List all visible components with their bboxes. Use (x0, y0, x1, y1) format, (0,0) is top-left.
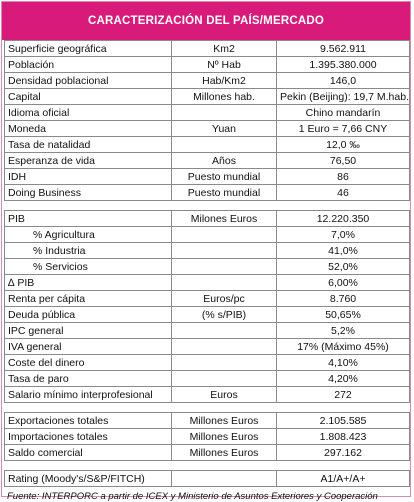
row-label: Deuda pública (5, 307, 172, 323)
row-value: 1.808.423 (277, 429, 410, 445)
row-value: Pekin (Beijing): 19,7 M.hab. (277, 89, 410, 105)
table-row (5, 445, 410, 461)
row-value: A1/A+/A+ (277, 471, 410, 487)
group-separator (5, 461, 410, 471)
row-value: 9.562.911 (277, 41, 410, 57)
row-unit (172, 227, 277, 243)
row-unit: Millones Euros (172, 445, 277, 461)
row-label: % Industria (5, 243, 172, 259)
row-unit (172, 137, 277, 153)
source-note: Fuente: INTERPORC a partir de ICEX y Ministerio de Asuntos Exteriores y Cooperación (7, 491, 378, 502)
row-unit: Euros (172, 387, 277, 403)
row-label: Importaciones totales (5, 429, 172, 445)
row-value: Chino mandarín (277, 105, 410, 121)
row-value: 4,20% (277, 371, 410, 387)
group-separator (5, 403, 410, 413)
table-row (5, 41, 410, 57)
row-unit (172, 339, 277, 355)
table-row (5, 291, 410, 307)
row-unit (172, 371, 277, 387)
row-label: Idioma oficial (5, 105, 172, 121)
row-unit: Yuan (172, 121, 277, 137)
row-value: 4,10% (277, 355, 410, 371)
table-row (5, 89, 410, 105)
row-unit: Millones hab. (172, 89, 277, 105)
row-unit: Puesto mundial (172, 169, 277, 185)
row-value: 272 (277, 387, 410, 403)
row-unit: (% s/PIB) (172, 307, 277, 323)
row-unit (172, 259, 277, 275)
row-label: ∆ PIB (5, 275, 172, 291)
table-row (5, 259, 410, 275)
row-label: Salario mínimo interprofesional (5, 387, 172, 403)
table-row (5, 471, 410, 487)
row-label: Capital (5, 89, 172, 105)
row-unit: Puesto mundial (172, 185, 277, 201)
table-row (5, 355, 410, 371)
row-value: 76,50 (277, 153, 410, 169)
row-value: 12,0 ‰ (277, 137, 410, 153)
row-label: PIB (5, 211, 172, 227)
data-table (4, 40, 410, 487)
table-row (5, 275, 410, 291)
table-row (5, 185, 410, 201)
row-label: Doing Business (5, 185, 172, 201)
row-label: IPC general (5, 323, 172, 339)
row-value: 6,00% (277, 275, 410, 291)
table-row (5, 121, 410, 137)
row-unit (172, 323, 277, 339)
row-unit (172, 471, 277, 487)
row-value: 8.760 (277, 291, 410, 307)
group-separator (5, 201, 410, 211)
row-label: Esperanza de vida (5, 153, 172, 169)
row-value: 146,0 (277, 73, 410, 89)
row-value: 1 Euro = 7,66 CNY (277, 121, 410, 137)
row-label: Tasa de paro (5, 371, 172, 387)
table-row (5, 153, 410, 169)
row-unit (172, 105, 277, 121)
table-row (5, 243, 410, 259)
row-unit: Euros/pc (172, 291, 277, 307)
table-row (5, 169, 410, 185)
row-unit: Nº Hab (172, 57, 277, 73)
row-unit: Millones Euros (172, 413, 277, 429)
row-unit: Millones Euros (172, 429, 277, 445)
row-value: 17% (Máximo 45%) (277, 339, 410, 355)
row-unit: Años (172, 153, 277, 169)
table-row (5, 73, 410, 89)
row-label: IDH (5, 169, 172, 185)
table-row (5, 387, 410, 403)
table-row (5, 323, 410, 339)
row-value: 41,0% (277, 243, 410, 259)
row-value: 12.220.350 (277, 211, 410, 227)
row-label: Saldo comercial (5, 445, 172, 461)
row-unit (172, 275, 277, 291)
row-value: 5,2% (277, 323, 410, 339)
row-label: Tasa de natalidad (5, 137, 172, 153)
table-row (5, 413, 410, 429)
row-label: Rating (Moody's/S&P/FITCH) (5, 471, 172, 487)
row-label: Coste del dinero (5, 355, 172, 371)
row-label: Moneda (5, 121, 172, 137)
row-value: 2.105.585 (277, 413, 410, 429)
row-value: 86 (277, 169, 410, 185)
row-unit (172, 243, 277, 259)
row-unit (172, 355, 277, 371)
row-label: Densidad poblacional (5, 73, 172, 89)
row-value: 46 (277, 185, 410, 201)
table-row (5, 429, 410, 445)
table-row (5, 307, 410, 323)
table-row (5, 137, 410, 153)
table-row (5, 371, 410, 387)
panel-title: CARACTERIZACIÓN DEL PAÍS/MERCADO (2, 2, 410, 40)
table-row (5, 105, 410, 121)
row-label: IVA general (5, 339, 172, 355)
country-characterization-panel (1, 1, 411, 502)
row-unit: Km2 (172, 41, 277, 57)
table-row (5, 227, 410, 243)
row-value: 1.395.380.000 (277, 57, 410, 73)
row-unit: Hab/Km2 (172, 73, 277, 89)
row-unit: Milones Euros (172, 211, 277, 227)
row-label: Renta per cápita (5, 291, 172, 307)
table-row (5, 339, 410, 355)
row-value: 297.162 (277, 445, 410, 461)
table-row (5, 211, 410, 227)
row-label: Población (5, 57, 172, 73)
row-label: % Servicios (5, 259, 172, 275)
row-label: % Agricultura (5, 227, 172, 243)
table-row (5, 57, 410, 73)
row-value: 50,65% (277, 307, 410, 323)
row-label: Superficie geográfica (5, 41, 172, 57)
row-value: 7,0% (277, 227, 410, 243)
row-label: Exportaciones totales (5, 413, 172, 429)
row-value: 52,0% (277, 259, 410, 275)
